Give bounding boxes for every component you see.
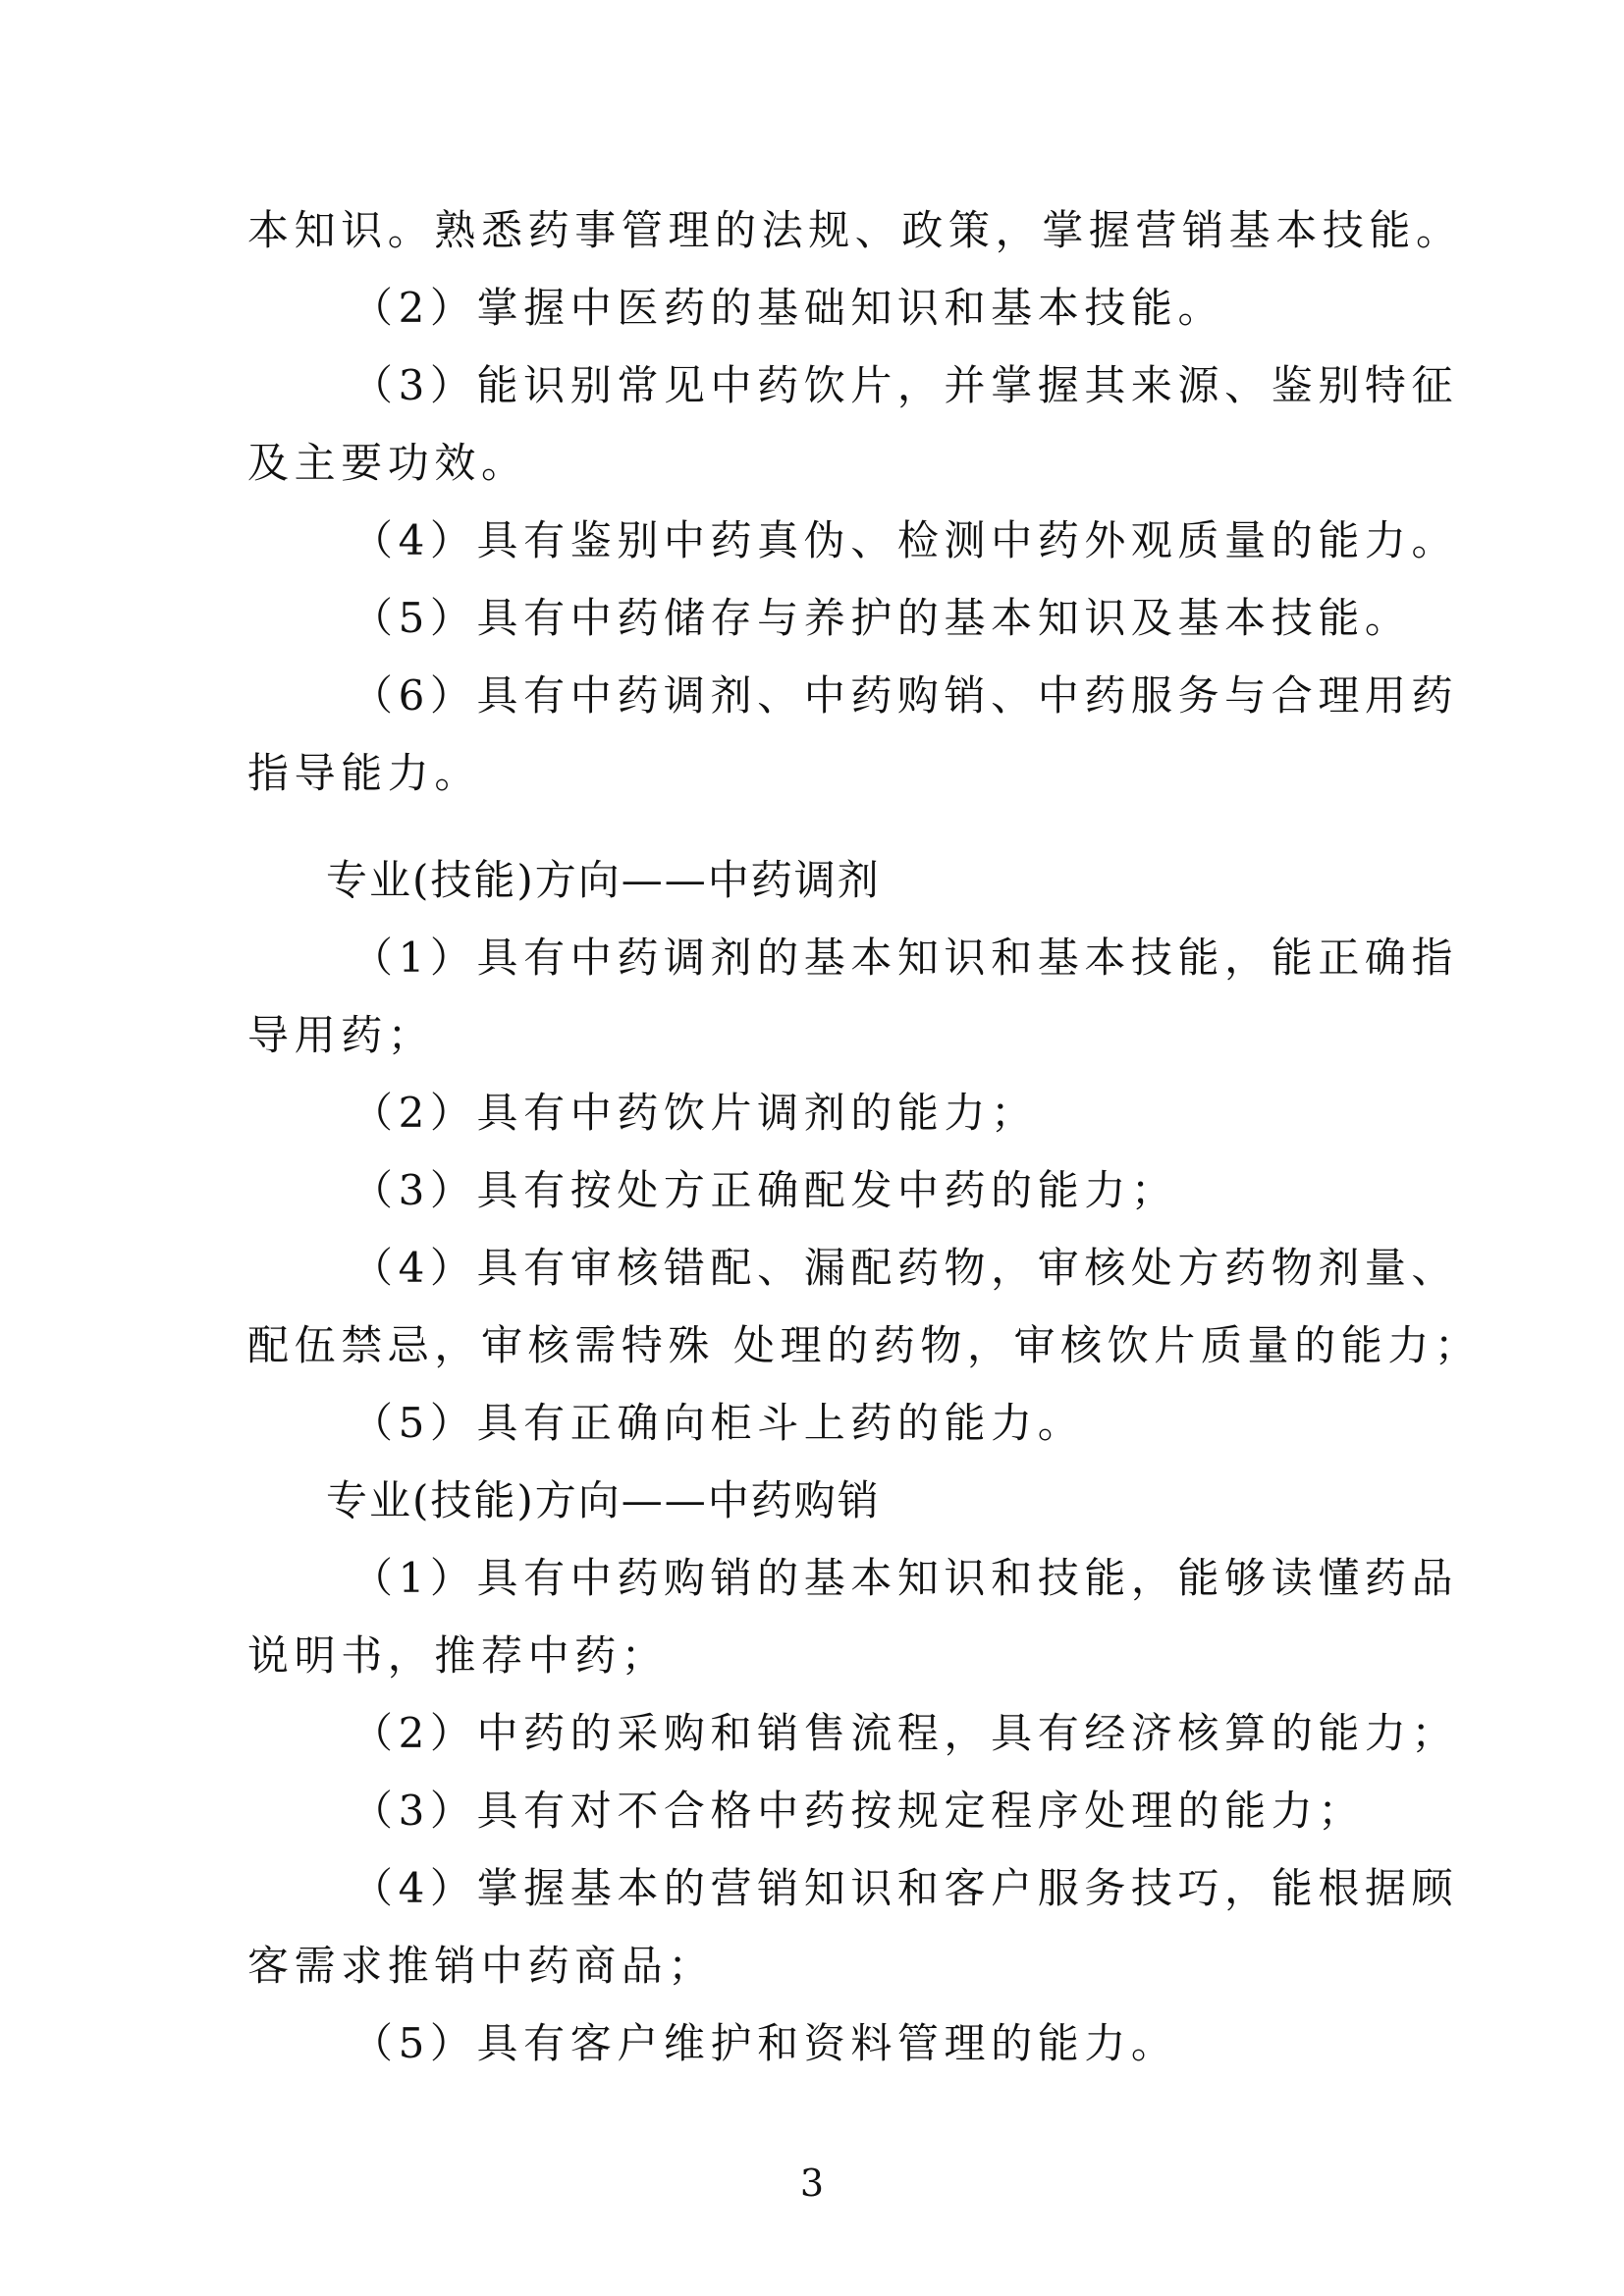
text-line: 客需求推销中药商品； <box>247 1942 716 1990</box>
list-item: （6）具有中药调剂、中药购销、中药服务与合理用药 <box>352 671 1459 720</box>
list-item: （5）具有客户维护和资料管理的能力。 <box>352 2019 1178 2067</box>
text-line: 说明书，推荐中药； <box>247 1631 669 1680</box>
list-item: （3）具有对不合格中药按规定程序处理的能力； <box>352 1787 1365 1835</box>
list-item: （4）具有鉴别中药真伪、检测中药外观质量的能力。 <box>352 516 1459 564</box>
list-item: （5）具有中药储存与养护的基本知识及基本技能。 <box>352 594 1412 642</box>
list-item: （1）具有中药购销的基本知识和技能，能够读懂药品 <box>352 1554 1459 1602</box>
text-line: 配伍禁忌，审核需特殊 处理的药物，审核饮片质量的能力； <box>247 1321 1482 1369</box>
list-item: （2）中药的采购和销售流程，具有经济核算的能力； <box>352 1709 1459 1757</box>
text-line: 指导能力。 <box>247 749 482 797</box>
list-item: （4）掌握基本的营销知识和客户服务技巧，能根据顾 <box>352 1864 1459 1912</box>
subheading-dispensing: 专业(技能)方向——中药调剂 <box>326 856 881 904</box>
list-item: （2）具有中药饮片调剂的能力； <box>352 1089 1038 1137</box>
text-line: 及主要功效。 <box>247 439 528 487</box>
page-number: 3 <box>799 2162 825 2205</box>
subheading-purchasing: 专业(技能)方向——中药购销 <box>326 1476 881 1524</box>
list-item: （4）具有审核错配、漏配药物，审核处方药物剂量、 <box>352 1244 1459 1292</box>
text-line: 本知识。熟悉药事管理的法规、政策，掌握营销基本技能。 <box>247 206 1463 254</box>
list-item: （2）掌握中医药的基础知识和基本技能。 <box>352 284 1225 332</box>
list-item: （3）能识别常见中药饮片，并掌握其来源、鉴别特征 <box>352 361 1459 409</box>
list-item: （1）具有中药调剂的基本知识和基本技能，能正确指 <box>352 934 1459 982</box>
list-item: （5）具有正确向柜斗上药的能力。 <box>352 1399 1085 1447</box>
text-line: 导用药； <box>247 1011 435 1059</box>
list-item: （3）具有按处方正确配发中药的能力； <box>352 1166 1178 1214</box>
